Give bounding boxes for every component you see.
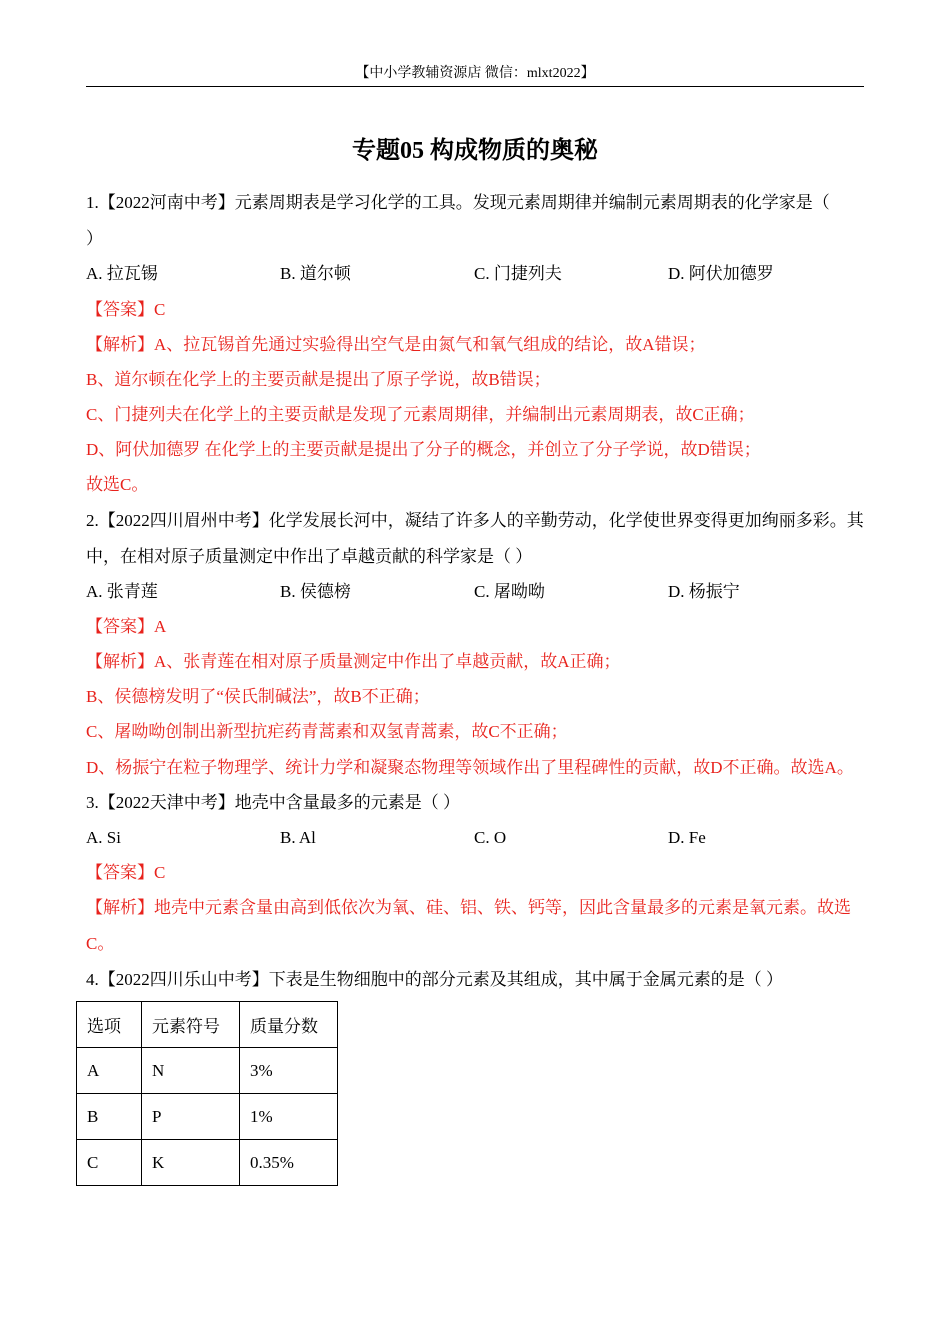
q2-analysis-line: 【解析】A、张青莲在相对原子质量测定中作出了卓越贡献，故A正确； (86, 652, 621, 671)
q2-option-c: C. 屠呦呦 (474, 582, 545, 601)
table-cell: P (142, 1094, 240, 1140)
header-rule (86, 86, 864, 87)
q1-option-b: B. 道尔顿 (280, 264, 351, 283)
q1-stem-line2: ） (86, 229, 103, 248)
q2-option-d: D. 杨振宁 (668, 582, 740, 601)
table-row (77, 1094, 338, 1140)
q2-option-b: B. 侯德榜 (280, 582, 351, 601)
table-header-cell: 选项 (77, 1002, 142, 1048)
table-header-row (77, 1002, 338, 1048)
table-cell: C (77, 1140, 142, 1186)
page-header: 【中小学教辅资源店 微信：mlxt2022】 (355, 66, 595, 81)
q3-stem: 3.【2022天津中考】地壳中含量最多的元素是（ ） (86, 793, 460, 812)
q1-analysis-line: 【解析】A、拉瓦锡首先通过实验得出空气是由氮气和氧气组成的结论，故A错误； (86, 335, 706, 354)
q1-stem-line1: 1.【2022河南中考】元素周期表是学习化学的工具。发现元素周期律并编制元素周期表的化学家是（ (86, 193, 830, 212)
table-cell: N (142, 1048, 240, 1094)
element-table (76, 1001, 338, 1186)
q1-answer: 【答案】C (86, 300, 166, 319)
q3-option-b: B. Al (280, 828, 316, 847)
q1-option-c: C. 门捷列夫 (474, 264, 562, 283)
q2-analysis-line: C、屠呦呦创制出新型抗疟药青蒿素和双氢青蒿素，故C不正确； (86, 722, 568, 741)
q1-analysis-line: D、阿伏加德罗 在化学上的主要贡献是提出了分子的概念，并创立了分子学说，故D错误； (86, 440, 761, 459)
table-cell: B (77, 1094, 142, 1140)
q3-analysis-line: C。 (86, 934, 115, 953)
q3-answer: 【答案】C (86, 863, 166, 882)
q1-analysis-line: C、门捷列夫在化学上的主要贡献是发现了元素周期律，并编制出元素周期表，故C正确； (86, 405, 755, 424)
table-header-cell: 元素符号 (142, 1002, 240, 1048)
q2-stem-line1: 2.【2022四川眉州中考】化学发展长河中，凝结了许多人的辛勤劳动，化学使世界变得更加绚丽多彩。其 (86, 511, 864, 530)
q1-option-d: D. 阿伏加德罗 (668, 264, 774, 283)
q3-option-c: C. O (474, 828, 507, 847)
table-row (77, 1048, 338, 1094)
table-row (77, 1140, 338, 1186)
q2-stem-line2: 中，在相对原子质量测定中作出了卓越贡献的科学家是（ ） (86, 547, 533, 566)
q1-analysis-line: 故选C。 (86, 475, 149, 494)
q4-stem: 4.【2022四川乐山中考】下表是生物细胞中的部分元素及其组成，其中属于金属元素的是（ ） (86, 970, 783, 989)
table-cell: A (77, 1048, 142, 1094)
q3-analysis-line: 【解析】地壳中元素含量由高到低依次为氧、硅、铝、铁、钙等，因此含量最多的元素是氧元素。故选 (86, 898, 851, 917)
table-cell: K (142, 1140, 240, 1186)
q1-analysis-line: B、道尔顿在化学上的主要贡献是提出了原子学说，故B错误； (86, 370, 551, 389)
q2-option-a: A. 张青莲 (86, 582, 158, 601)
q2-answer: 【答案】A (86, 617, 167, 636)
q1-option-a: A. 拉瓦锡 (86, 264, 158, 283)
q3-option-d: D. Fe (668, 828, 706, 847)
table-header-cell: 质量分数 (240, 1002, 338, 1048)
q2-analysis-line: D、杨振宁在粒子物理学、统计力学和凝聚态物理等领域作出了里程碑性的贡献，故D不正确。故选A。 (86, 758, 854, 777)
page-title: 专题05 构成物质的奥秘 (352, 138, 598, 164)
table-cell: 1% (240, 1094, 338, 1140)
table-cell: 0.35% (240, 1140, 338, 1186)
q3-option-a: A. Si (86, 828, 121, 847)
table-cell: 3% (240, 1048, 338, 1094)
q2-analysis-line: B、侯德榜发明了“侯氏制碱法”，故B不正确； (86, 687, 430, 706)
